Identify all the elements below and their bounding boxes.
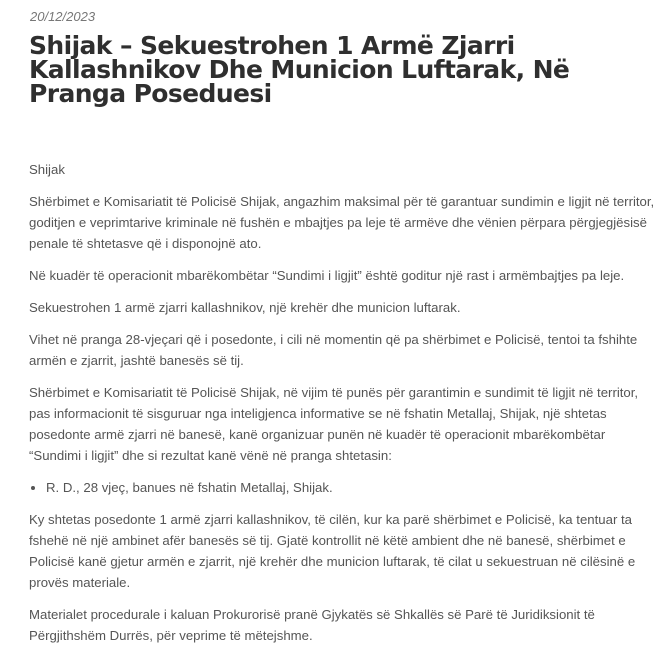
article-paragraph: Shërbimet e Komisariatit të Policisë Shijak, angazhim maksimal për të garantuar sundimin e ligjit në territor, goditjen e veprimtarive kriminale në fushën e mbajtjes pa leje të armëve dhe vënien përpara përgjegjësisë penale të shtetasve që i disponojnë ato. — [29, 194, 655, 251]
article-paragraph: Vihet në pranga 28-vjeçari që i posedonte, i cili në momentin që pa shërbimet e Policisë, tentoi ta fshihte armën e zjarrit, jashtë banesës së tij. — [29, 332, 638, 368]
article-paragraph: Ky shtetas posedonte 1 armë zjarri kallashnikov, të cilën, kur ka parë shërbimet e Policisë, ka tentuar ta fshehë në një ambinet afër banesës së tij. Gjatë kontrollit në këtë ambient dhe në banesë, shërbimet e Policisë kanë gjetur armën e zjarrit, një krehër dhe municion luftarak, të cilat u sekuestruan në cilësinë e provës materiale. — [29, 512, 636, 590]
article-date: 20/12/2023 — [30, 9, 96, 24]
article-paragraph: Sekuestrohen 1 armë zjarri kallashnikov, një krehër dhe municion luftarak. — [29, 300, 461, 315]
article-body — [29, 159, 659, 657]
suspect-list-item: • R. D., 28 vjeç, banues në fshatin Metallaj, Shijak. — [46, 477, 659, 498]
article-paragraph: Shërbimet e Komisariatit të Policisë Shijak, në vijim të punës për garantimin e sundimit të ligjit në territor, pas informacionit të sisguruar nga inteligjenca informative se në fshatin Metallaj, Shijak, një shtetas posedonte armë zjarri në banesë, kanë organizuar punën në kuadër të operacionit mbarëkombëtar “Sundimi i ligjit” dhe si rezultat kanë vënë në pranga shtetasin: — [29, 385, 639, 463]
suspect-list — [29, 477, 659, 498]
article-paragraph: Materialet procedurale i kaluan Prokurorisë pranë Gjykatës së Shkallës së Parë të Juridiksionit të Përgjithshëm Durrës, për veprime të mëtejshme. — [29, 607, 595, 643]
article-location: Shijak — [29, 162, 65, 177]
article-title: Shijak – Sekuestrohen 1 Armë Zjarri Kallashnikov Dhe Municion Luftarak, Në Pranga Poseduesi — [29, 31, 570, 108]
article-paragraph: Në kuadër të operacionit mbarëkombëtar “Sundimi i ligjit” është goditur një rast i armëmbajtjes pa leje. — [29, 268, 625, 283]
